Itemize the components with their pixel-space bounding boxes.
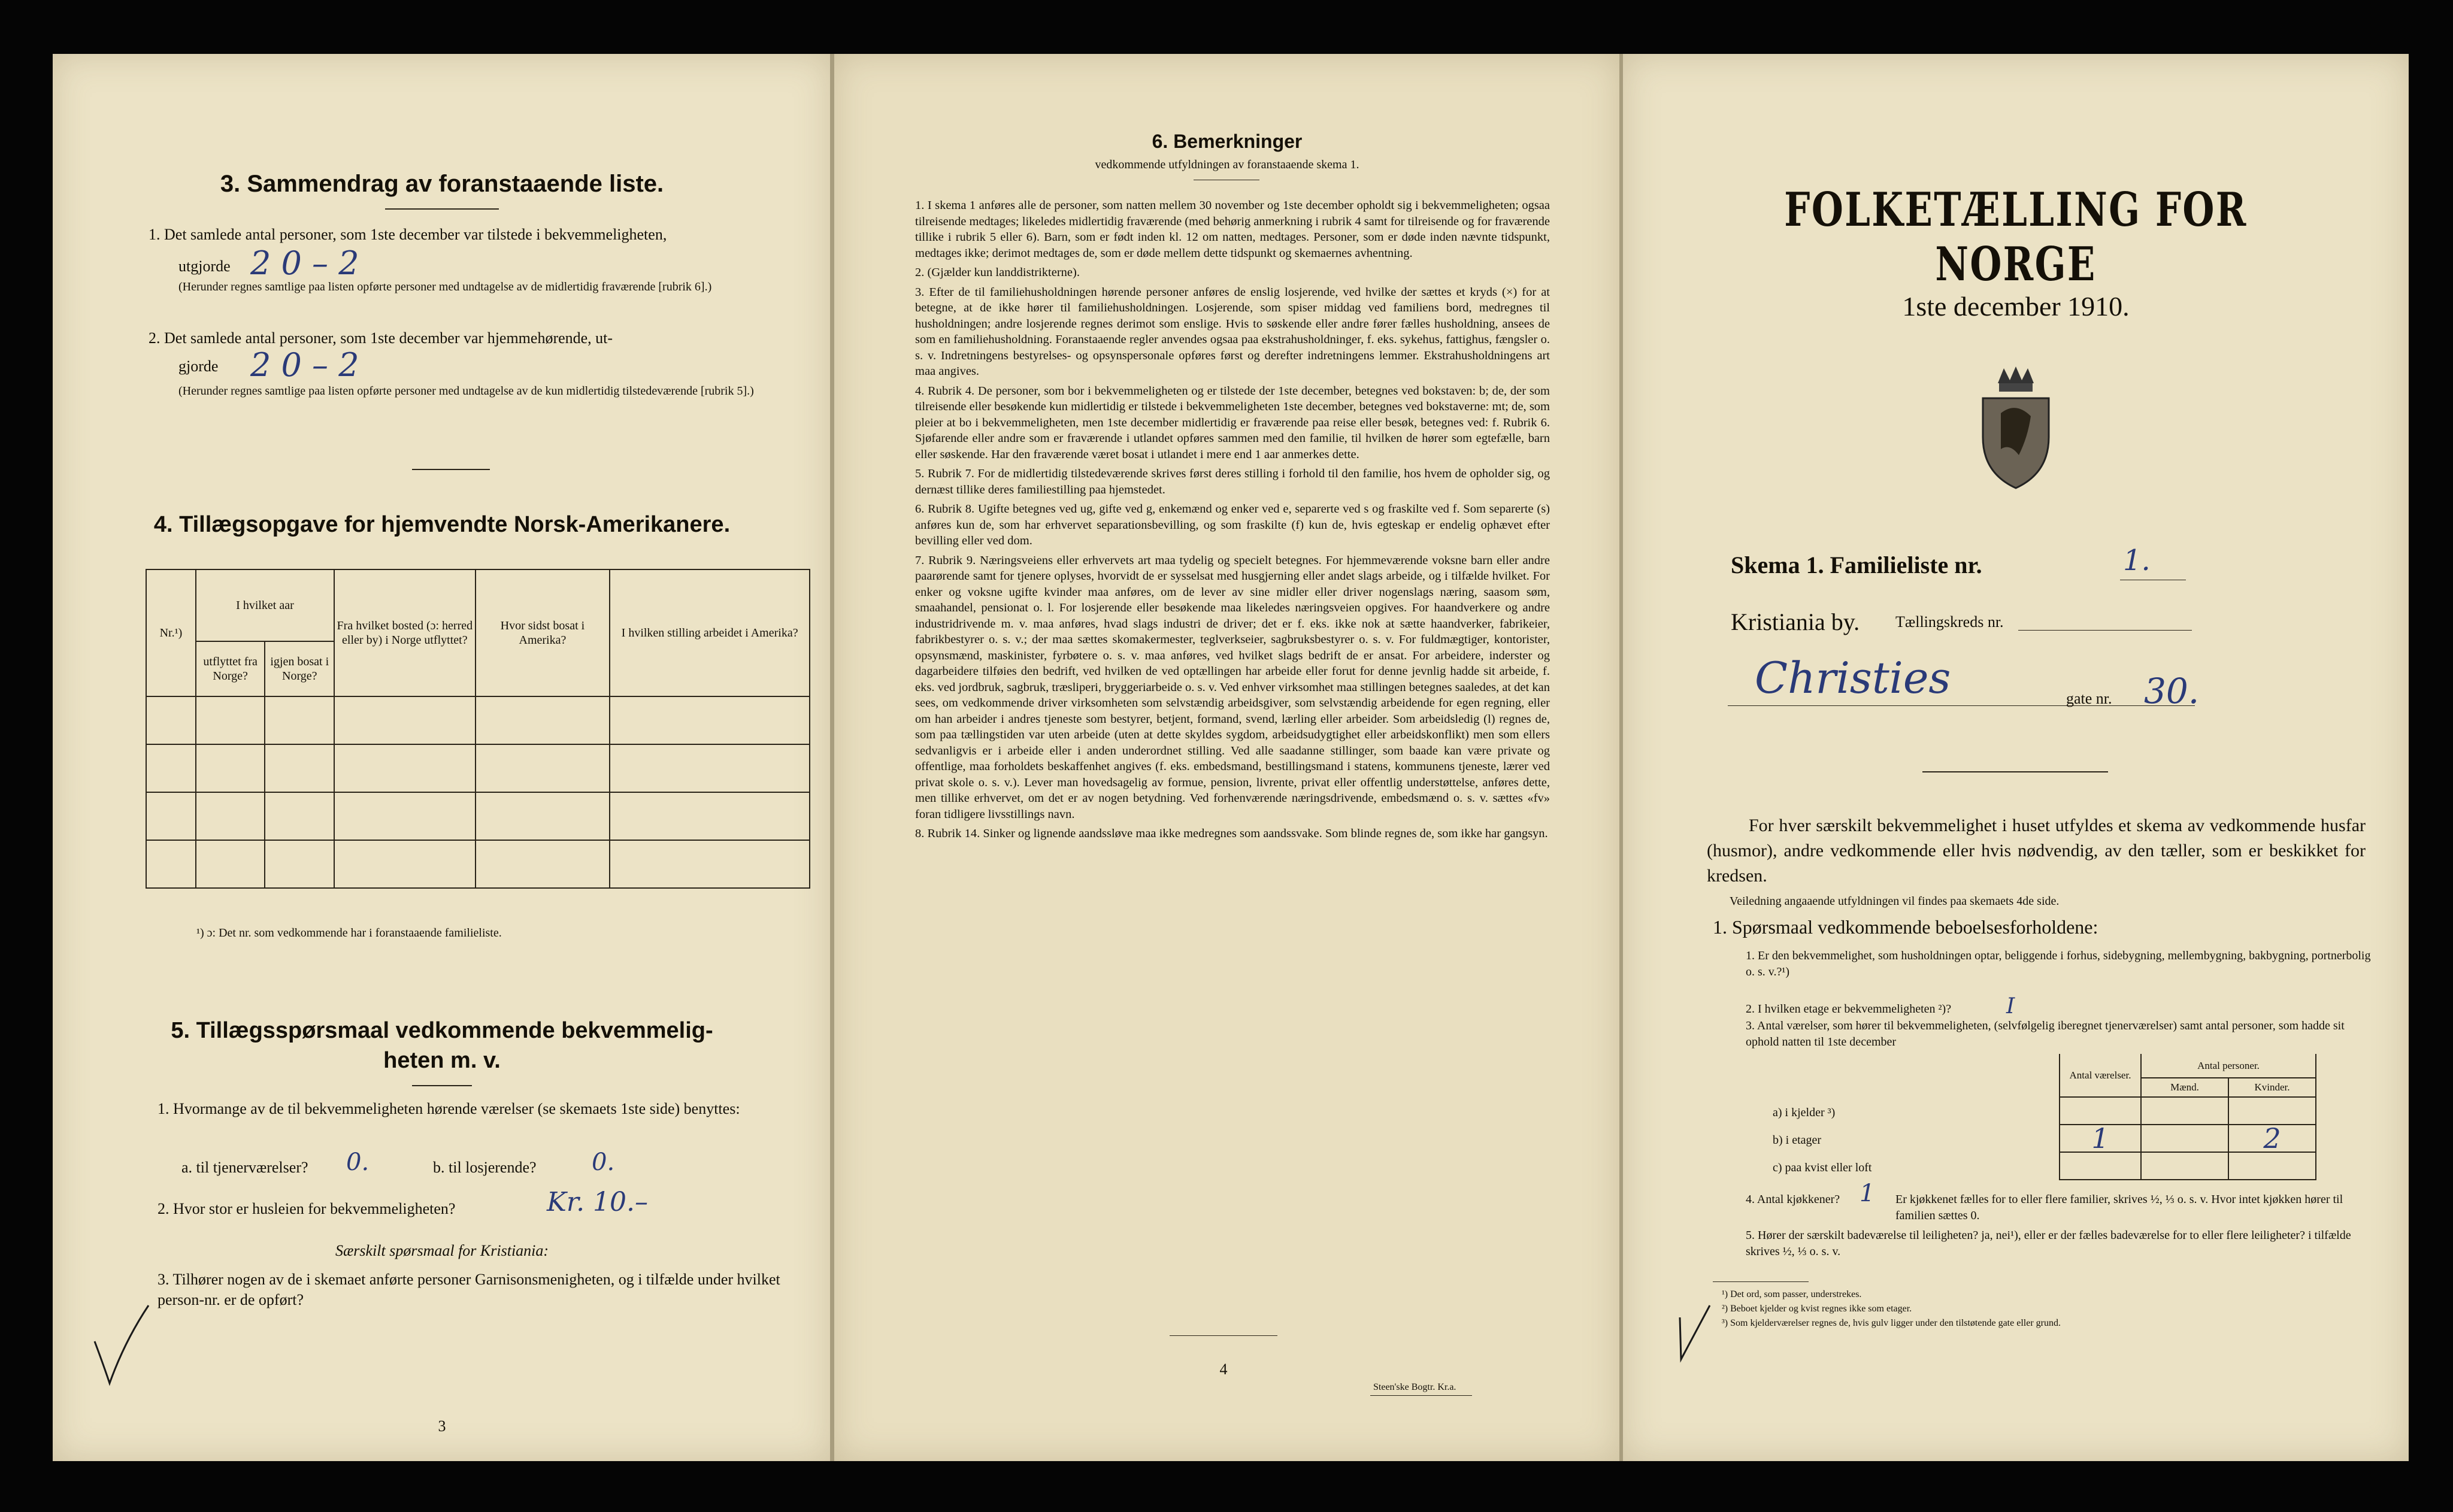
s3-q1-label: utgjorde — [178, 257, 231, 275]
row-label-b: b) i etager — [1773, 1134, 1822, 1147]
divider — [385, 208, 499, 210]
checkmark-mark — [89, 1299, 155, 1389]
question-4: 4. Antal kjøkkener? — [1746, 1193, 1840, 1206]
page-3 — [53, 54, 831, 1461]
section-3-title: 3. Sammendrag av foranstaaende liste. — [220, 171, 664, 197]
gate-label: gate nr. — [2066, 690, 2112, 707]
form-title: FOLKETÆLLING FOR NORGE — [1784, 183, 2248, 292]
table-row — [146, 792, 810, 840]
etage-handwritten: I — [2006, 994, 2015, 1019]
s3-question-1: 1. Det samlede antal personer, som 1ste december var tilstede i bekvemmeligheten, — [149, 226, 667, 243]
cell-vaerelser-etager: 1 — [2060, 1125, 2141, 1152]
census-date: 1ste december 1910. — [1902, 291, 2130, 322]
s3-q1-handwritten: 2 0 – 2 — [250, 244, 359, 282]
divider — [1713, 1281, 1809, 1282]
s3-q2-label: gjorde — [178, 357, 219, 375]
remark-item: 7. Rubrik 9. Næringsveiens eller erhvervets art maa tydelig og specielt betegnes. For hjemmeværende voksne barn eller andre paarørende samt for tjenere oplyses, hvorvidt de er sysselsat med husgjerning eller andet slags arbeide, og i tilfælde hvilket. For enker og voksne ugifte kvinder maa anføres, om de lever av sine midler eller driver nogenslags næring, saasom søm, smaahandel, pensionat o. l. For losjerende eller besøkende maa likeledes næringsveien opgives. For haandverkere og andre industridrivende m. v. maa anføres, hvad slags industri de driver; det er f. eks. ikke nok at sætte haandverker, fabrikeier, fabrikbestyrer o. s. v.; der maa sættes skomakermester, teglverkseier, sagbruksbestyrer o. s. v. For fuldmægtiger, kontorister, opsynsmænd, maskinister, fyrbøtere o. s. v. maa anføres, ved hvilket slags bedrift de er ansat. For arbeidere, inderster og dagarbeidere tilføies den bedrift, ved hvilken de ved optællingen har arbeide eller forut for denne jevnlig hadde sit arbeide, f. eks. ved jordbruk, sagbruk, træsliperi, bryggeriarbeide o. s. v. Ved enhver virksomhet maa stillingen betegnes saaledes, at det kan sees, om vedkommende driver virksomheten som selvstændig arbeidsgiver, som selvstændig arbeidende for egen regning, eller om han arbeider i andres tjeneste som bestyrer, betjent, formand, svend, lærling eller arbeider. Som arbeidsledig (l) regnes de, som paa tællingstiden var uten arbeide (uten at dette skyldes sygdom, arbeidsudygtighet eller arbeidskonflikt) men som ellers sedvanligvis er i arbeide eller i anden underordnet stilling. Ved alle saadanne stillinger, som baade kan være private og offentlige, maa forholdets beskaffenhet angives (f. eks. embedsmand, bestillingsmand i statens, kommunens tjeneste, lærer ved privat skole o. s. v.). Lever man hovedsagelig av formue, pension, livrente, privat eller offentlig understøttelse, anføres dette, men tillike erhvervet, om det er av nogen betydning. Ved forhenværende næringsdrivende, embedsmænd o. s. v. sættes «fv» foran tidligere livsstillings navn. — [915, 553, 1550, 821]
divider — [412, 469, 490, 470]
kitchens-handwritten: 1 — [1860, 1180, 1875, 1207]
footnote-1: ¹) Det ord, som passer, understrekes. — [1722, 1289, 1862, 1299]
street-handwritten: Christies — [1755, 653, 1951, 703]
divider — [1370, 1395, 1472, 1396]
divider — [1170, 1335, 1277, 1336]
col-sidst: Hvor sidst bosat i Amerika? — [476, 569, 610, 696]
remarks-list — [915, 198, 1550, 846]
footnote-3: ³) Som kjelderværelser regnes de, hvis gulv ligger under den tilstøtende gate eller grund. — [1722, 1318, 2061, 1328]
col-utflyttet: utflyttet fra Norge? — [196, 641, 265, 696]
remark-item: 5. Rubrik 7. For de midlertidig tilstedeværende skrives først deres stilling i forhold til den familie, hos hvem de opholder sig, og dernæst tillike deres familiestilling paa hjemstedet. — [915, 467, 1550, 496]
page-4 — [834, 54, 1620, 1461]
s5-q1b-label: b. til losjerende? — [433, 1159, 537, 1176]
s3-q1-note: (Herunder regnes samtlige paa listen opførte personer med undtagelse av de midlertidig fraværende [rubrik 6].) — [178, 280, 712, 293]
col-vaerelser: Antal værelser. — [2060, 1054, 2141, 1097]
remark-item: 8. Rubrik 14. Sinker og lignende aandssløve maa ikke medregnes som aandssvake. Som blinde regnes de, som ikke har gangsyn. — [915, 827, 1548, 840]
krets-label: Tællingskreds nr. — [1895, 613, 2004, 631]
s5-q1b-handwritten: 0. — [592, 1149, 615, 1176]
section-5-title: 5. Tillægsspørsmaal vedkommende bekvemmelig- — [171, 1018, 713, 1043]
col-kvinder: Kvinder. — [2228, 1078, 2316, 1097]
skema-number-handwritten: 1. — [2123, 544, 2151, 577]
intro-text: For hver særskilt bekvemmelighet i huset utfyldes et skema av vedkommende husfar (husmor), andre vedkommende eller hvis nødvendig, av den tæller, som er beskikket for kredsen. — [1707, 816, 2366, 886]
s5-q2-handwritten: Kr. 10.– — [547, 1187, 649, 1217]
table-row — [146, 840, 810, 888]
coat-of-arms-icon — [1974, 365, 2058, 491]
table-row — [2060, 1125, 2316, 1152]
remark-item: 1. I skema 1 anføres alle de personer, som natten mellem 30 november og 1ste december opholdt sig i bekvemmeligheten; ogsaa tilreisende medtages; likeledes midlertidig fraværende (med behørig anmerkning i rubrik 4 samt for tilreisende og for fraværende tillike i rubrik 5 eller 6). Barn, som er født inden kl. 12 om natten, medtages. Personer, som er døde inden nævnte tidspunkt, medtages ikke; derimot medtages de, som er døde mellem dette tidspunkt og skemaernes avhentning. — [915, 199, 1550, 260]
printer-imprint: Steen'ske Bogtr. Kr.a. — [1373, 1382, 1456, 1392]
s3-q2-handwritten: 2 0 – 2 — [250, 346, 359, 384]
remark-item: 2. (Gjælder kun landdistrikterne). — [915, 266, 1080, 279]
page-1 — [1623, 54, 2409, 1461]
section-4-title: 4. Tillægsopgave for hjemvendte Norsk-Amerikanere. — [153, 512, 731, 537]
s5-question-1: 1. Hvormange av de til bekvemmeligheten hørende værelser (se skemaets 1ste side) benyttes: — [158, 1100, 740, 1117]
intro-note: Veiledning angaaende utfyldningen vil findes paa skemaets 4de side. — [1730, 895, 2060, 908]
question-4-rest: Er kjøkkenet fælles for to eller flere familier, skrives ½, ⅓ o. s. v. Hvor intet kjøkken hører til familien sættes 0. — [1895, 1193, 2343, 1222]
col-group: I hvilket aar — [196, 569, 334, 641]
question-1: 1. Er den bekvemmelighet, som husholdningen optar, beliggende i forhus, sidebygning, mellembygning, bakbygning, portnerbolig o. s. v.?¹) — [1746, 949, 2371, 978]
s5-q1a-handwritten: 0. — [346, 1149, 370, 1176]
s4-footnote: ¹) ɔ: Det nr. som vedkommende har i foranstaaende familieliste. — [196, 926, 502, 940]
col-stilling: I hvilken stilling arbeidet i Amerika? — [610, 569, 810, 696]
page-number: 4 — [1219, 1361, 1228, 1378]
s5-q1a-label: a. til tjenerværelser? — [181, 1159, 308, 1176]
question-5: 5. Hører der særskilt badeværelse til leiligheten? ja, nei¹), eller er der fælles badeværelse for to eller flere leiligheter? i tilfælde skrives ½, ⅓ o. s. v. — [1746, 1229, 2351, 1258]
page-number: 3 — [438, 1417, 446, 1435]
col-bosted: Fra hvilket bosted (ɔ: herred eller by) i Norge utflyttet? — [334, 569, 476, 696]
row-label-a: a) i kjelder ³) — [1773, 1106, 1836, 1119]
question-3: 3. Antal værelser, som hører til bekvemmeligheten, (selvfølgelig iberegnet tjenerværelser) samt antal personer, som hadde sit ophold natten til 1ste december — [1746, 1019, 2345, 1049]
remark-item: 6. Rubrik 8. Ugifte betegnes ved ug, gifte ved g, enkemænd og enker ved e, separerte ved s og fraskilte ved f. Som separerte (s) anføres kun de, som har erhvervet separationsbevilling, og som fraskilte (f) kun de, hvis egteskap er endelig ophævet efter bevilling eller ved dom. — [915, 502, 1550, 547]
col-nr: Nr.¹) — [146, 569, 196, 696]
table-row — [146, 744, 810, 792]
table-row — [2060, 1097, 2316, 1125]
rooms-persons-table — [2059, 1054, 2316, 1180]
table-row — [2060, 1152, 2316, 1180]
question-2: 2. I hvilken etage er bekvemmeligheten ²)? — [1746, 1002, 1952, 1016]
norsk-amerikanere-table — [146, 569, 810, 889]
col-maend: Mænd. — [2141, 1078, 2228, 1097]
s3-question-2: 2. Det samlede antal personer, som 1ste december var hjemmehørende, ut- — [149, 329, 613, 347]
underline — [2018, 630, 2192, 631]
checkmark-mark — [1674, 1299, 1722, 1371]
kristiania-subtitle: Særskilt spørsmaal for Kristiania: — [335, 1242, 549, 1259]
remark-item: 4. Rubrik 4. De personer, som bor i bekvemmeligheten og er tilstede der 1ste december, betegnes ved bokstaven: b; de, der som tilreisende eller besøkende kun midlertidig er tilstede i bekvemmeligheten 1ste december, betegnes ved bokstaverne: mt; de, som pleier at bo i bekvemmeligheten, men 1ste december midlertidig er fraværende paa reise eller besøk, betegnes ved: f. Rubrik 6. Sjøfarende eller andre som er fraværende i utlandet opføres sammen med den familie, til hvilken de hører som egtefælle, barn eller søskende. Har den fraværende været bosat i utlandet i mere end 1 aar anmerkes dette. — [915, 384, 1550, 461]
skema-label: Skema 1. Familieliste nr. — [1731, 552, 1982, 578]
ornamental-divider — [1922, 771, 2108, 772]
section-5-title-2: heten m. v. — [383, 1048, 501, 1073]
remarks-subtitle: vedkommende utfyldningen av foranstaaende skema 1. — [1095, 158, 1359, 171]
remarks-title: 6. Bemerkninger — [1152, 131, 1303, 152]
city-label: Kristiania by. — [1731, 608, 1860, 635]
table-row — [146, 696, 810, 744]
s5-question-2: 2. Hvor stor er husleien for bekvemmeligheten? — [158, 1200, 456, 1217]
gate-number-handwritten: 30. — [2144, 671, 2200, 711]
col-personer: Antal personer. — [2141, 1054, 2316, 1078]
questions-title: 1. Spørsmaal vedkommende beboelsesforholdene: — [1713, 916, 2098, 938]
cell-kvinder-etager: 2 — [2228, 1125, 2316, 1152]
footnote-2: ²) Beboet kjelder og kvist regnes ikke som etager. — [1722, 1304, 1912, 1314]
row-label-c: c) paa kvist eller loft — [1773, 1161, 1872, 1174]
divider — [412, 1085, 472, 1086]
remark-item: 3. Efter de til familiehusholdningen hørende personer anføres de enslig losjerende, ved hvilke der sættes et kryds (×) for at betegne, at de ikke hører til familiehusholdningen. Losjerende, som spiser middag ved familiens bord, medregnes til husholdningen; andre losjerende regnes derimot som enslige. Hvis to søskende eller andre fører fælles husholdning, ansees de som en familiehusholdning. Foranstaaende regler anvendes ogsaa paa ekstrahusholdninger, f. eks. sykehus, fattighus, fængsler o. s. v. Indretningens bestyrelses- og opsynspersonale opføres først og derefter indretningens lemmer. Ekstrahusholdningens art maa angives. — [915, 285, 1550, 378]
s3-q2-note: (Herunder regnes samtlige paa listen opførte personer med undtagelse av de kun midlertidig tilstedeværende [rubrik 5].) — [178, 384, 754, 398]
col-igjen: igjen bosat i Norge? — [265, 641, 334, 696]
underline — [1728, 705, 2195, 706]
s5-question-3: 3. Tilhører nogen av de i skemaet anførte personer Garnisonsmenigheten, og i tilfælde under hvilket person-nr. er de opført? — [158, 1271, 780, 1308]
